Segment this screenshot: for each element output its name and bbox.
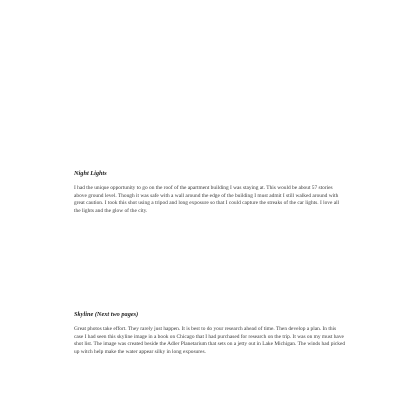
skyline-section (74, 311, 346, 356)
section-heading: Night Lights (74, 170, 107, 177)
section-heading: Skyline (Next two pages) (74, 311, 139, 318)
section-paragraph: Great photos take effort. They rarely just happen. It is best to do your research ahead of time. Then develop a plan. In this case I had seen this skyline image in a book on Chicago that I had purchased for research on the trip. It was on my must have shot list. The image was created beside the Adler Planetarium that sets on a jetty out in Lake Michigan. The winds had picked up witch help make the water appear silky in long exposures. (74, 326, 346, 355)
section-paragraph: I had the unique opportunity to go on the roof of the apartment building I was staying at. This would be about 57 stories above ground level. Though it was safe with a wall around the edge of the building I must admit I still walked around with great caution. I took this shot using a tripod and long exposure so that I could capture the streaks of the car lights. I love all the lights and the glow of the city. (74, 185, 340, 214)
night-lights-section (74, 170, 346, 215)
